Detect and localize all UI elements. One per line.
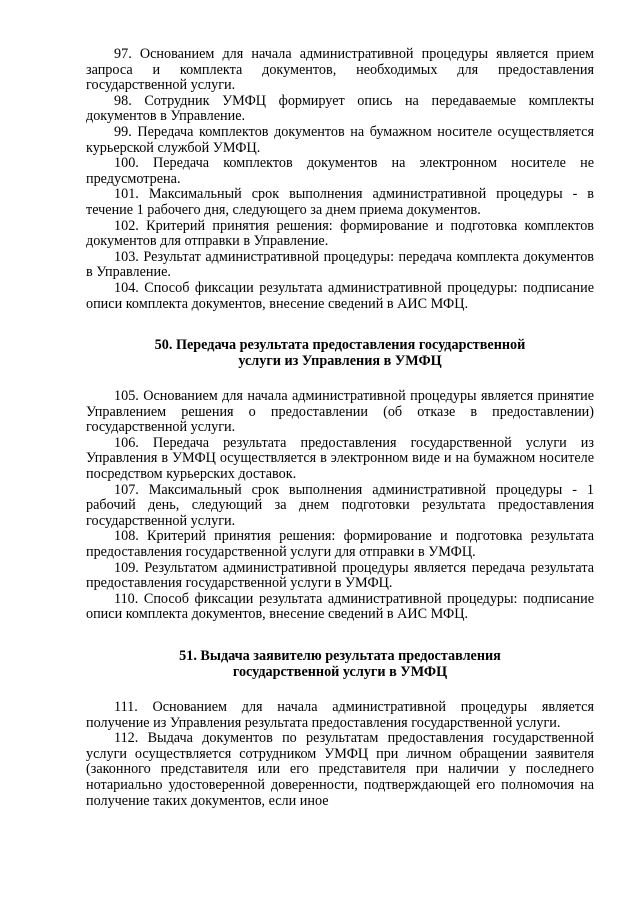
paragraph-107: 107. Максимальный срок выполнения административной процедуры - 1 рабочий день, следующий за днем подготовки результата предоставления государственной услуги. [86, 481, 594, 529]
paragraph-104: 104. Способ фиксации результата административной процедуры: подписание описи комплекта документов, внесение сведений в АИС МФЦ. [86, 279, 594, 312]
intro-paragraphs [86, 47, 594, 312]
section-50-heading-line2: услуги из Управления в УМФЦ [238, 353, 442, 370]
section-50-heading [86, 337, 594, 369]
paragraph-106: 106. Передача результата предоставления государственной услуги из Управления в УМФЦ осуществляется в электронном виде и на бумажном носителе посредством курьерских доставок. [86, 434, 594, 483]
section-51-heading-line2: государственной услуги в УМФЦ [232, 664, 448, 680]
paragraph-108: 108. Критерий принятия решения: формирование и подготовка результата предоставления государственной услуги для отправки в УМФЦ. [86, 528, 594, 561]
paragraph-100: 100. Передача комплектов документов на электронном носителе не предусмотрена. [86, 155, 594, 187]
paragraph-110: 110. Способ фиксации результата административной процедуры: подписание описи комплекта документов, внесение сведений в АИС МФЦ. [86, 590, 594, 623]
section-51-heading [86, 648, 594, 680]
document-page [86, 47, 594, 809]
paragraph-105: 105. Основанием для начала административной процедуры является принятие Управлением решения о предоставлении (об отказе в предоставлении) государственной услуги. [86, 388, 594, 436]
paragraph-111: 111. Основанием для начала административной процедуры является получение из Управления результата предоставления государственной услуги. [86, 699, 594, 731]
section-50-heading-line1: 50. Передача результата предоставления государственной [154, 337, 526, 354]
section-51-heading-line1: 51. Выдача заявителю результата предоставления [179, 648, 501, 664]
section-50-paragraphs [86, 389, 594, 623]
section-51-paragraphs [86, 700, 594, 809]
paragraph-97: 97. Основанием для начала административной процедуры является прием запроса и комплекта документов, необходимых для предоставления государственной услуги. [86, 46, 594, 94]
paragraph-103: 103. Результат административной процедуры: передача комплекта документов в Управление. [86, 248, 594, 281]
paragraph-102: 102. Критерий принятия решения: формирование и подготовка комплектов документов для отправки в Управление. [86, 217, 594, 250]
paragraph-112: 112. Выдача документов по результатам предоставления государственной услуги осуществляется сотрудником УМФЦ при личном обращении заявителя (законного представителя или его представителя при наличии у последнего нотариально удостоверенной доверенности, подтверждающей его полномочия на получение таких документов, если иное [86, 730, 594, 809]
paragraph-99: 99. Передача комплектов документов на бумажном носителе осуществляется курьерской службой УМФЦ. [86, 123, 594, 156]
paragraph-98: 98. Сотрудник УМФЦ формирует опись на передаваемые комплекты документов в Управление. [86, 92, 594, 125]
paragraph-109: 109. Результатом административной процедуры является передача результата предоставления государственной услуги в УМФЦ. [86, 559, 594, 592]
paragraph-101: 101. Максимальный срок выполнения административной процедуры - в течение 1 рабочего дня, следующего за днем приема документов. [86, 186, 594, 218]
